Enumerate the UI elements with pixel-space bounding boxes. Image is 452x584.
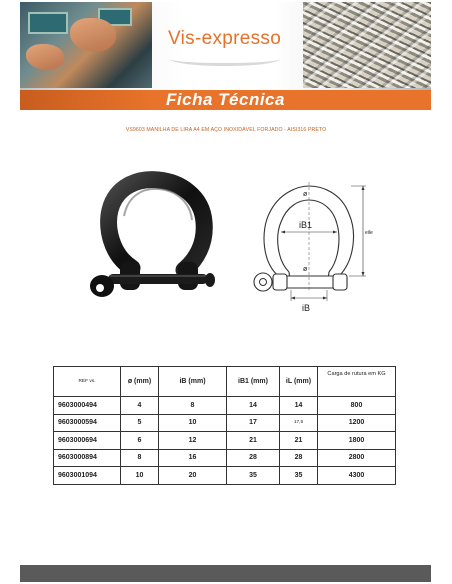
label-ib1: iB1: [299, 220, 313, 230]
header-ib: iB (mm): [159, 367, 227, 397]
cell-ib: 12: [159, 432, 227, 450]
section-title: Ficha Técnica: [166, 90, 285, 109]
cell-ref: 9603001094: [54, 467, 121, 485]
table-row: [54, 397, 396, 415]
cell-diameter: 5: [121, 414, 159, 432]
shackle-photo: [80, 168, 215, 308]
cell-ib: 20: [159, 467, 227, 485]
cell-diameter: 4: [121, 397, 159, 415]
header-ref: REF vs.: [54, 367, 121, 397]
brand-logo: Vis-expresso: [168, 28, 282, 49]
cell-ib1: 28: [227, 449, 280, 467]
cell-breaking-load: 1800: [318, 432, 396, 450]
cell-breaking-load: 4300: [318, 467, 396, 485]
header-diameter: ø (mm): [121, 367, 159, 397]
table-row: [54, 414, 396, 432]
label-diameter-pin: ø: [303, 266, 308, 273]
cell-ref: 9603000594: [54, 414, 121, 432]
table-row: [54, 467, 396, 485]
header-banner: [20, 2, 431, 110]
cell-breaking-load: 1200: [318, 414, 396, 432]
spec-table: [53, 366, 396, 485]
header-il: iL (mm): [280, 367, 318, 397]
cell-ref: 9603000494: [54, 397, 121, 415]
table-row: [54, 449, 396, 467]
cell-ref: 9603000894: [54, 449, 121, 467]
technical-drawing: [245, 180, 385, 320]
cell-diameter: 8: [121, 449, 159, 467]
cell-ib1: 35: [227, 467, 280, 485]
cell-diameter: 6: [121, 432, 159, 450]
header-breaking-load: Carga de rutura em KG: [318, 367, 396, 397]
hand-shape: [26, 44, 64, 70]
cell-ib: 10: [159, 414, 227, 432]
cell-ib: 8: [159, 397, 227, 415]
cell-ref: 9603000694: [54, 432, 121, 450]
circuit-board-shape: [28, 12, 68, 34]
label-ib: iB: [302, 303, 311, 313]
cell-il: 35: [280, 467, 318, 485]
header-ib1: iB1 (mm): [227, 367, 280, 397]
cell-breaking-load: 2800: [318, 449, 396, 467]
table-header-row: [54, 367, 396, 397]
brand-swoosh: [170, 52, 280, 66]
hand-shape: [70, 18, 116, 52]
cell-il: 14: [280, 397, 318, 415]
workshop-photo: [20, 2, 152, 88]
cell-il: 21: [280, 432, 318, 450]
label-diameter-top: ø: [303, 191, 308, 198]
cell-il: 17,5: [280, 414, 318, 432]
label-eile: eile: [365, 230, 373, 236]
cell-breaking-load: 800: [318, 397, 396, 415]
footer-bar: [20, 565, 431, 582]
screws-photo: [303, 2, 431, 88]
cell-il: 28: [280, 449, 318, 467]
table-row: [54, 432, 396, 450]
cell-ib1: 21: [227, 432, 280, 450]
cell-diameter: 10: [121, 467, 159, 485]
cell-ib1: 14: [227, 397, 280, 415]
cell-ib1: 17: [227, 414, 280, 432]
cell-ib: 16: [159, 449, 227, 467]
product-description: VS9603 MANILHA DE LIRA A4 EM AÇO INOXIDÁVEL FORJADO - AISI316 PRETO: [125, 127, 327, 133]
